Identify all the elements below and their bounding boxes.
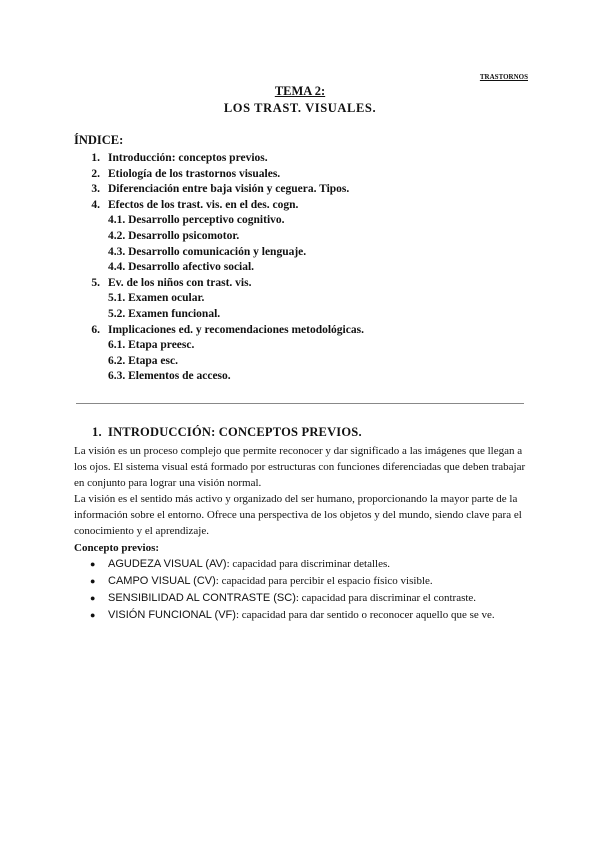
toc-subitem-text: 6.3. Elementos de acceso.	[108, 370, 231, 383]
toc-subitem-text: 4.2. Desarrollo psicomotor.	[108, 230, 240, 242]
toc-item-text: Diferenciación entre baja visión y ceguera. Tipos.	[108, 183, 350, 196]
section-number: 1.	[92, 425, 102, 439]
concept-term: VISIÓN FUNCIONAL (VF)	[108, 609, 236, 621]
bullet-icon: ●	[90, 576, 96, 586]
section-heading	[92, 425, 362, 440]
bullet-icon: ●	[90, 610, 96, 620]
title-line-2: LOS TRAST. VISUALES.	[223, 101, 377, 115]
toc-item-text: Ev. de los niños con trast. vis.	[108, 276, 252, 289]
toc-item-number: 6.	[91, 323, 100, 336]
toc-item-number: 1.	[91, 152, 100, 164]
concepts-list	[90, 556, 530, 624]
toc-item-number: 5.	[91, 276, 100, 289]
paragraph-2: La visión es el sentido más activo y organizado del ser humano, proporcionando la mayor parte de la información sobre el entorno. Ofrece una perspectiva de los objetos y del mundo, siendo clave para el conocimiento y el aprendizaje.	[74, 493, 522, 537]
concept-definition: : capacidad para discriminar detalles.	[226, 558, 390, 570]
concept-item	[90, 573, 530, 589]
concept-term: CAMPO VISUAL (CV)	[108, 575, 216, 587]
toc-item-text: Introducción: conceptos previos.	[108, 152, 268, 164]
bullet-icon: ●	[90, 593, 96, 603]
header-tag: TRASTORNOS	[479, 73, 528, 81]
concept-definition: : capacidad para discriminar el contraste.	[295, 592, 477, 604]
toc-subitem-text: 6.1. Etapa preesc.	[108, 339, 195, 352]
index-heading: ÍNDICE:	[74, 133, 124, 147]
toc-item-text: Etiología de los trastornos visuales.	[108, 167, 281, 180]
section-title: INTRODUCCIÓN: CONCEPTOS PREVIOS.	[108, 425, 362, 439]
concept-term: AGUDEZA VISUAL (AV)	[108, 558, 227, 570]
toc-item-number: 4.	[91, 198, 100, 211]
toc-subitem-text: 5.1. Examen ocular.	[108, 292, 205, 305]
toc-item-number: 2.	[91, 167, 100, 180]
title-line-1: TEMA 2:	[274, 84, 326, 98]
horizontal-divider	[76, 403, 524, 404]
concept-item	[90, 590, 530, 606]
toc-subitem-text: 6.2. Etapa esc.	[108, 354, 178, 367]
bullet-icon: ●	[90, 559, 96, 569]
toc-subitem-text: 4.4. Desarrollo afectivo social.	[108, 261, 255, 274]
concepts-label: Concepto previos:	[74, 542, 160, 554]
toc-item-text: Efectos de los trast. vis. en el des. cogn.	[108, 198, 299, 211]
document-title	[0, 83, 600, 117]
toc-subitem-text: 4.1. Desarrollo perceptivo cognitivo.	[108, 214, 285, 227]
concept-item	[90, 607, 530, 623]
concept-term: SENSIBILIDAD AL CONTRASTE (SC)	[108, 592, 296, 604]
paragraph-1: La visión es un proceso complejo que permite reconocer y dar significado a las imágenes que llegan a los ojos. El sistema visual está formado por estructuras con funciones diferenciadas que deben trabajar en conjunto para lograr una visión normal.	[74, 445, 526, 489]
toc-item-number: 3.	[91, 183, 100, 196]
toc-item-text: Implicaciones ed. y recomendaciones metodológicas.	[108, 323, 364, 336]
concept-item	[90, 556, 530, 572]
toc-subitem-text: 4.3. Desarrollo comunicación y lenguaje.	[108, 245, 307, 258]
concept-definition: : capacidad para dar sentido o reconocer aquello que se ve.	[235, 609, 495, 621]
toc-subitem-text: 5.2. Examen funcional.	[108, 308, 221, 320]
concept-definition: : capacidad para percibir el espacio físico visible.	[215, 575, 433, 587]
